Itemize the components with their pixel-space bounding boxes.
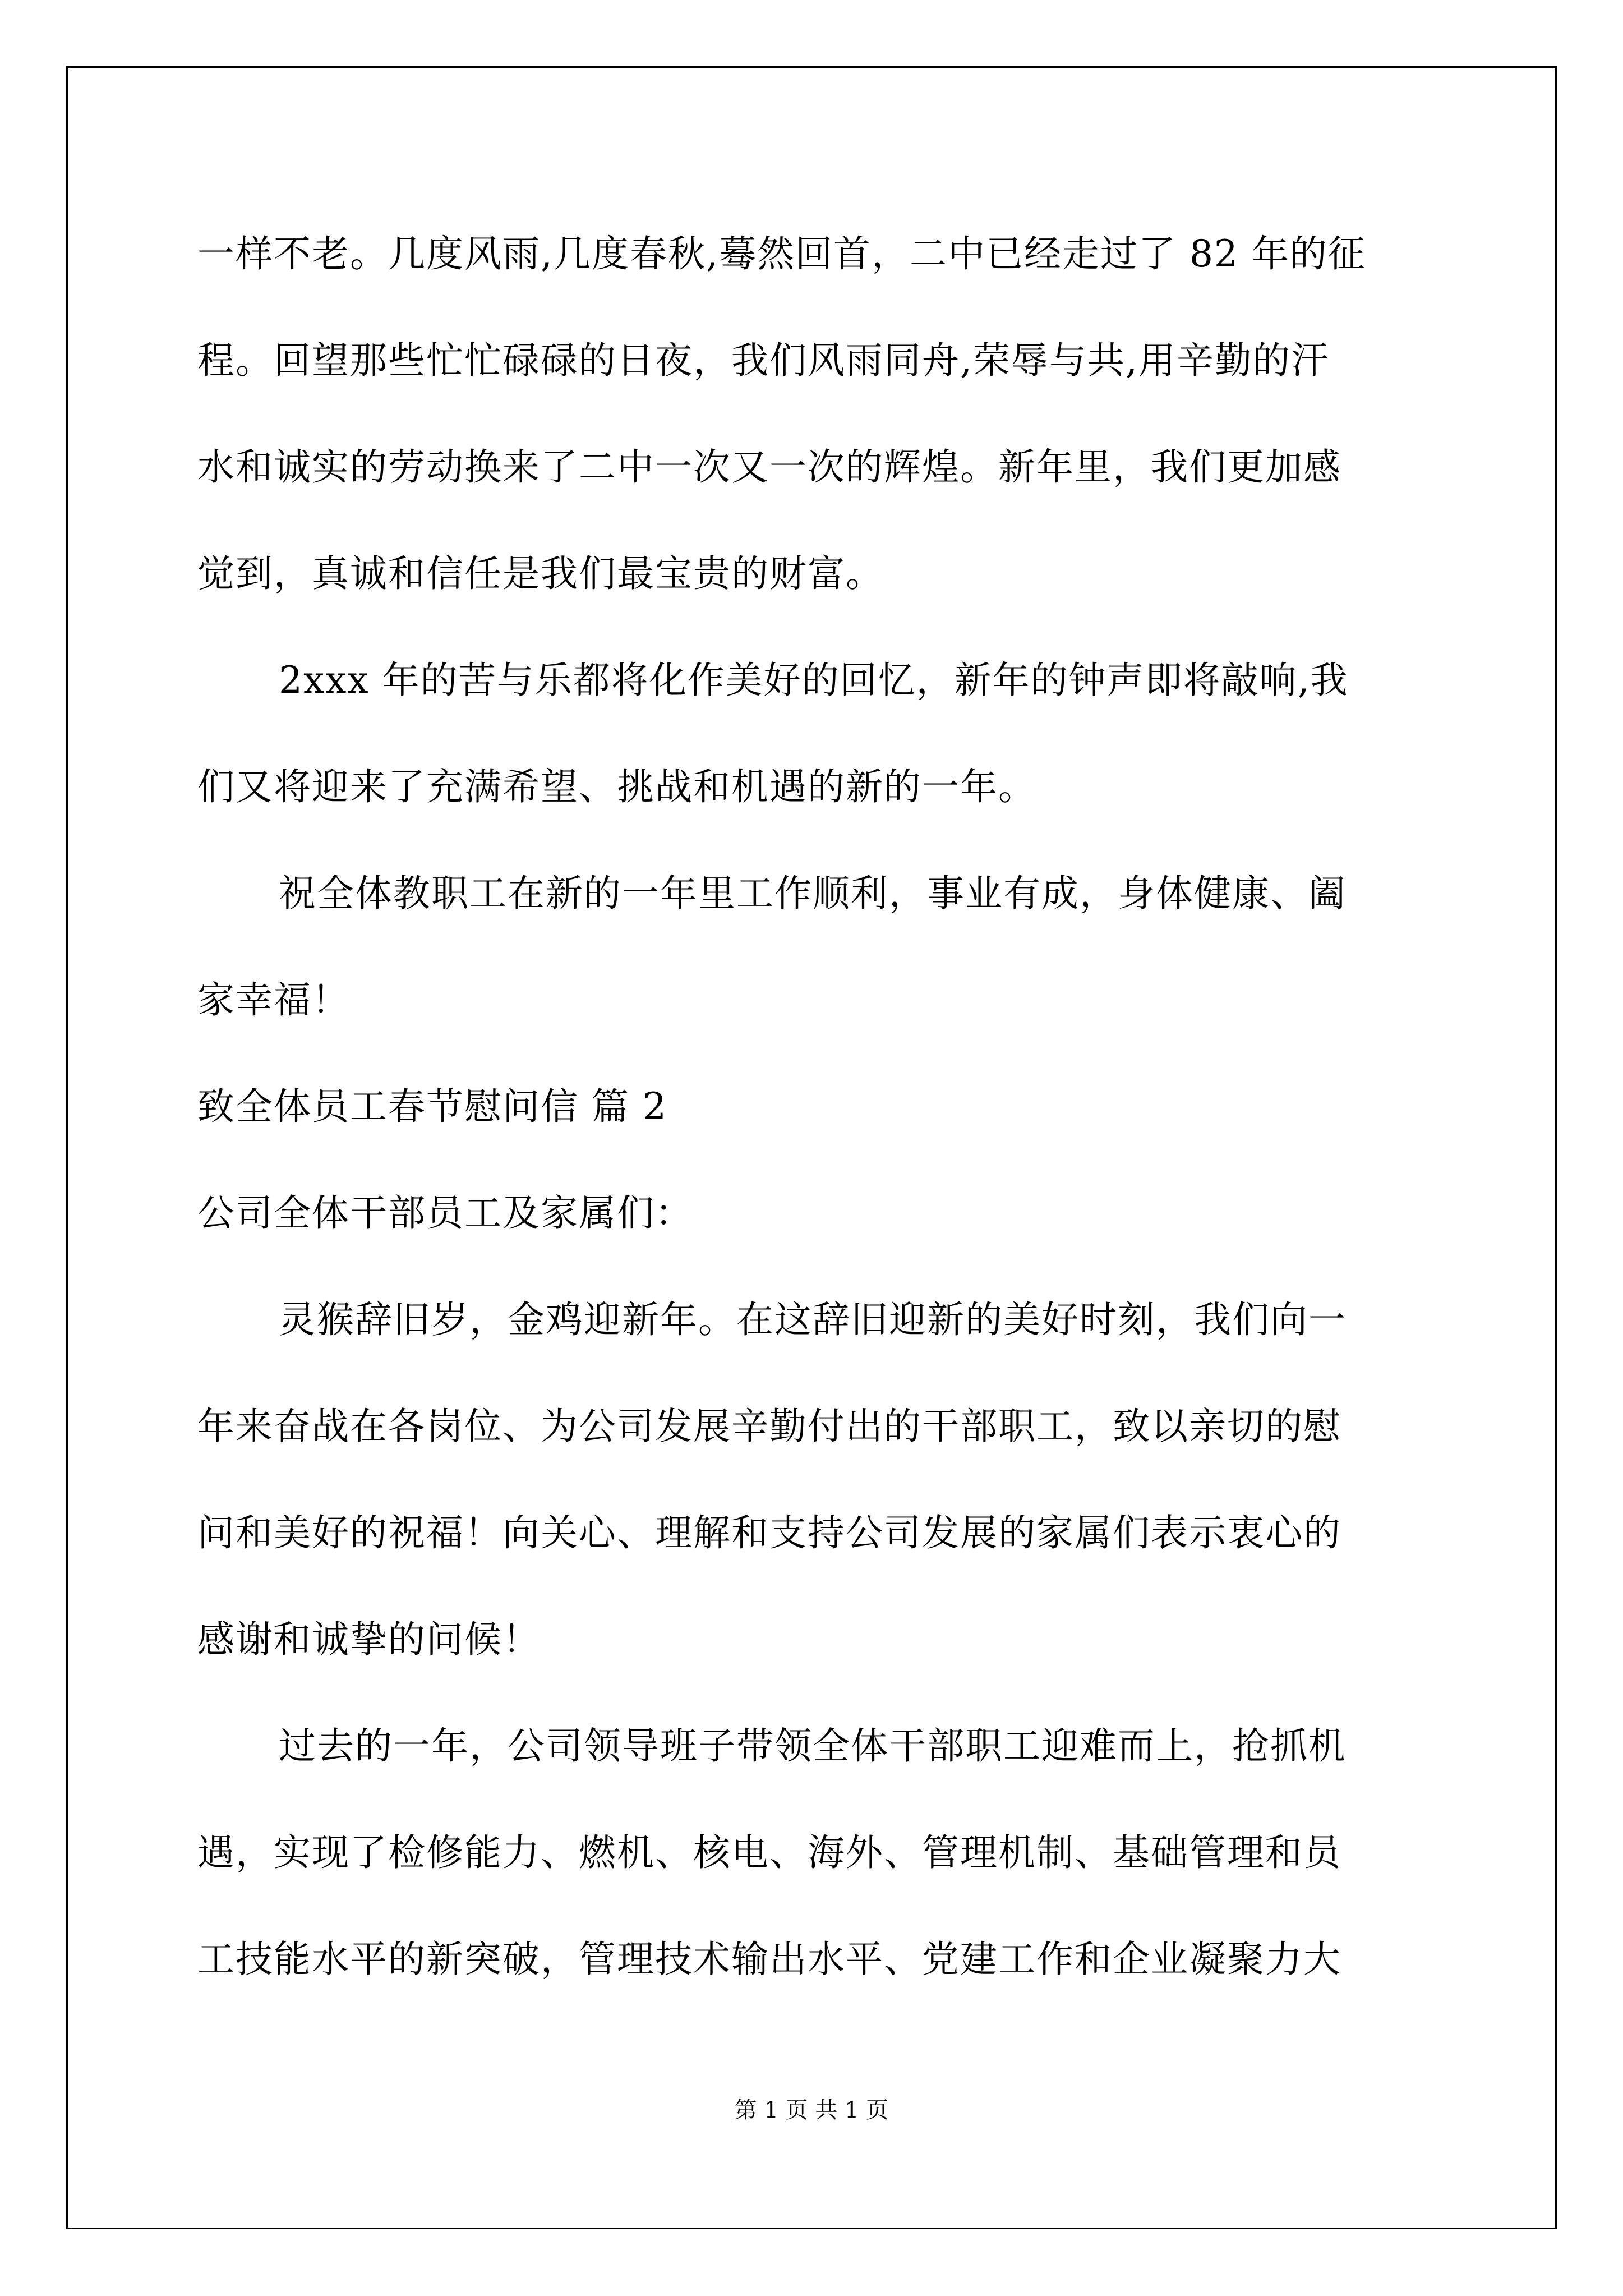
page-footer — [0, 2092, 1623, 2124]
text-line: 灵猴辞旧岁，金鸡迎新年。在这辞旧迎新的美好时刻，我们向一 — [279, 1298, 1347, 1341]
text-line: 程。回望那些忙忙碌碌的日夜，我们风雨同舟,荣辱与共,用辛勤的汗 — [197, 339, 1329, 382]
text-line: 年来奋战在各岗位、为公司发展辛勤付出的干部职工，致以亲切的慰 — [197, 1405, 1341, 1448]
text-line: 一样不老。几度风雨,几度春秋,蓦然回首，二中已经走过了 82 年的征 — [197, 232, 1366, 275]
page-number: 第 1 页 共 1 页 — [734, 2097, 889, 2123]
text-line: 过去的一年，公司领导班子带领全体干部职工迎难而上，抢抓机 — [279, 1724, 1347, 1768]
text-line: 2xxx 年的苦与乐都将化作美好的回忆，新年的钟声即将敲响,我 — [279, 659, 1349, 702]
text-line: 工技能水平的新突破，管理技术输出水平、党建工作和企业凝聚力大 — [197, 1938, 1341, 1981]
text-line: 水和诚实的劳动换来了二中一次又一次的辉煌。新年里，我们更加感 — [197, 445, 1341, 489]
document-body — [197, 201, 1431, 2013]
text-line: 遇，实现了检修能力、燃机、核电、海外、管理机制、基础管理和员 — [197, 1831, 1341, 1874]
text-line: 问和美好的祝福！向关心、理解和支持公司发展的家属们表示衷心的 — [197, 1511, 1341, 1554]
salutation: 公司全体干部员工及家属们： — [197, 1191, 693, 1235]
text-line: 感谢和诚挚的问候！ — [197, 1618, 541, 1661]
text-line: 祝全体教职工在新的一年里工作顺利，事业有成，身体健康、阖 — [279, 872, 1347, 915]
section-heading: 致全体员工春节慰问信 篇 2 — [197, 1085, 667, 1128]
text-line: 们又将迎来了充满希望、挑战和机遇的新的一年。 — [197, 765, 1036, 808]
text-line: 觉到，真诚和信任是我们最宝贵的财富。 — [197, 552, 884, 595]
text-line: 家幸福！ — [197, 978, 350, 1022]
